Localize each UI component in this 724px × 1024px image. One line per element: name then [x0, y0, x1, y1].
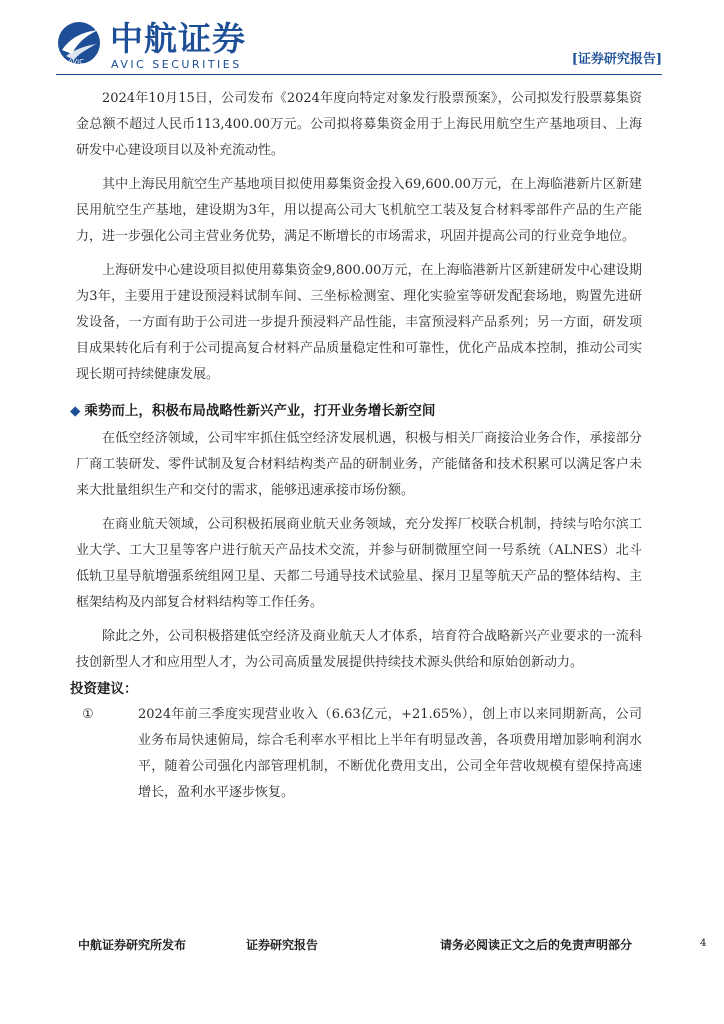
footer-publisher: 中航证券研究所发布: [78, 938, 187, 952]
logo-badge: AVIC: [68, 58, 85, 66]
paragraph: 2024年10月15日，公司发布《2024年度向特定对象发行股票预案》，公司拟发行股票募集资金总额不超过人民币113,400.00万元。公司拟将募集资金用于上海民用航空生产基地项目、上海研发中心建设项目以及补充流动性。: [76, 91, 642, 158]
footer-report-type: 证券研究报告: [246, 938, 319, 952]
page-number: 4: [700, 938, 707, 949]
logo-title: 中航证券: [110, 19, 246, 58]
diamond-bullet-icon: ◆: [70, 403, 81, 419]
report-tag: [证券研究报告]: [571, 52, 662, 67]
logo-subtitle: AVIC SECURITIES: [111, 58, 242, 71]
paragraph: 除此之外，公司积极搭建低空经济及商业航天人才体系，培育符合战略新兴产业要求的一流科技创新型人才和应用型人才，为公司高质量发展提供持续技术源头供给和原始创新动力。: [76, 629, 642, 670]
document-body: [70, 86, 642, 806]
list-number: ①: [82, 707, 94, 722]
paragraph: 其中上海民用航空生产基地项目拟使用募集资金投入69,600.00万元，在上海临港新片区新建民用航空生产基地，建设期为3年，用以提高公司大飞机航空工装及复合材料零部件产品的生产能力，进一步强化公司主营业务优势，满足不断增长的市场需求，巩固并提高公司的行业竞争地位。: [76, 177, 642, 244]
list-item: [68, 702, 642, 806]
section-heading: [70, 396, 642, 426]
page-header: [56, 18, 662, 78]
footer-disclaimer: 请务必阅读正文之后的免责声明部分: [440, 938, 633, 952]
paragraph: 在低空经济领域，公司牢牢抓住低空经济发展机遇，积极与相关厂商接洽业务合作，承接部分厂商工装研发、零件试制及复合材料结构类产品的研制业务，产能储备和技术积累可以满足客户未来大批量组织生产和交付的需求，能够迅速承接市场份额。: [76, 431, 642, 498]
avic-logo-icon: [56, 20, 102, 66]
header-divider: [56, 74, 662, 75]
advice-heading: 投资建议：: [70, 681, 138, 697]
section-heading-text: 乘势而上，积极布局战略性新兴产业，打开业务增长新空间: [84, 403, 436, 419]
paragraph: 在商业航天领域，公司积极拓展商业航天业务领域，充分发挥厂校联合机制，持续与哈尔滨工业大学、工大卫星等客户进行航天产品技术交流，并参与研制微厘空间一号系统（ALNES）北斗低轨卫星导航增强系统组网卫星、天都二号通导技术试验星、探月卫星等航天产品的整体结构、主框架结构及内部复合材料结构等工作任务。: [76, 517, 642, 610]
list-item-text: 2024年前三季度实现营业收入（6.63亿元，+21.65%），创上市以来同期新高，公司业务布局快速俯局，综合毛利率水平相比上半年有明显改善，各项费用增加影响利润水平，随着公司强化内部管理机制，不断优化费用支出，公司全年营收规模有望保持高速增长，盈利水平逐步恢复。: [138, 707, 642, 800]
paragraph: 上海研发中心建设项目拟使用募集资金9,800.00万元，在上海临港新片区新建研发中心建设期为3年，主要用于建设预浸料试制车间、三坐标检测室、理化实验室等研发配套场地，购置先进研发设备，一方面有助于公司进一步提升预浸料产品性能，丰富预浸料产品系列；另一方面，研发项目成果转化后有利于公司提高复合材料产品质量稳定性和可靠性，优化产品成本控制，推动公司实现长期可持续健康发展。: [76, 263, 642, 382]
page-footer: [78, 936, 708, 958]
